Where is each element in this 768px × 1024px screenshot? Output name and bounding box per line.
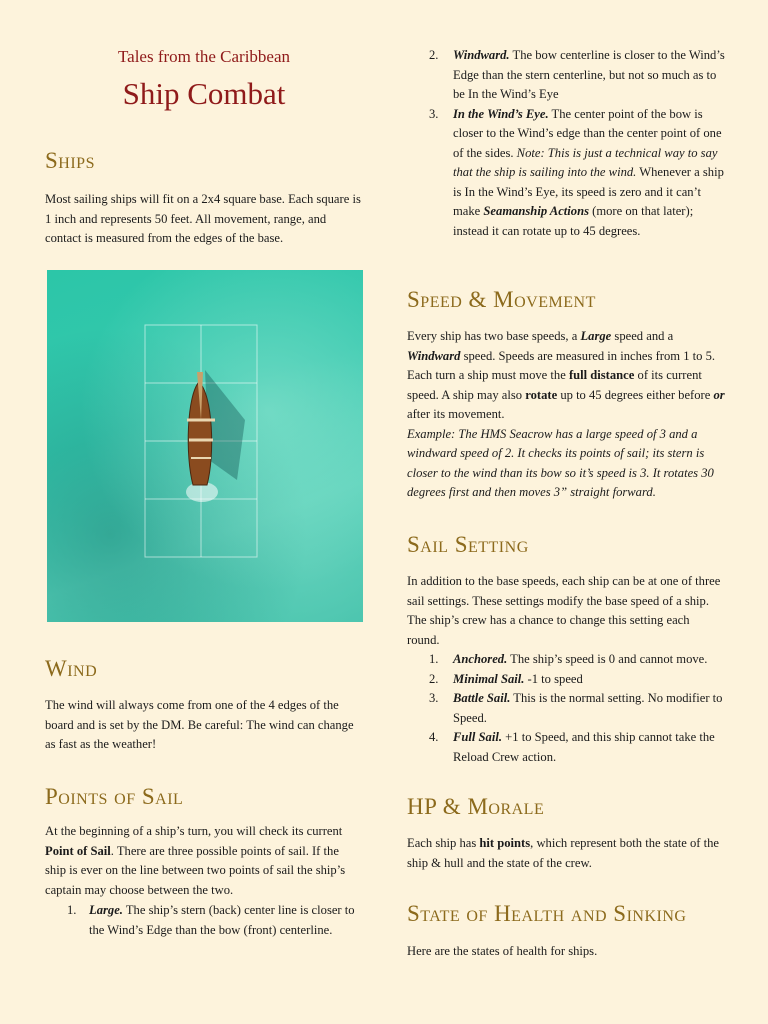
hp-morale-heading: HP & Morale xyxy=(407,794,545,819)
list-item: 4. Full Sail. +1 to Speed, and this ship cannot take the Reload Crew action. xyxy=(429,730,715,764)
sail-setting-list xyxy=(407,650,725,767)
list-item: 1. Large. The ship’s stern (back) center line is closer to the Wind’s Edge than the bow (front) centerline. xyxy=(67,903,355,937)
document-subtitle: Tales from the Caribbean xyxy=(117,47,291,66)
state-of-health-paragraph: Here are the states of health for ships. xyxy=(407,944,598,958)
list-item: 3. In the Wind’s Eye. The center point of the bow is closer to the Wind’s edge than the center point of one of the sides. Note: This is just a technical way to say that the ship is sailing into the wind. Whenever a ship is In the Wind’s Eye, its speed is zero and it can’t make Seamanship Actions (more on that later); instead it can rotate up to 45 degrees. xyxy=(429,106,724,238)
wind-heading: Wind xyxy=(45,656,98,681)
state-of-health-heading: State of Health and Sinking xyxy=(407,901,687,926)
speed-movement-paragraph: Every ship has two base speeds, a Large speed and a Windward speed. Speeds are measured in inches from 1 to 5. Each turn a ship must move the full distance of its current speed. A ship may also rotate up to 45 degrees either before or after its movement. Example: The HMS Seacrow has a large speed of 3 and a windward speed of 2. It checks its points of sail; its stern is closer to the wind than its bow so it’s speed is 3. It rotates 30 degrees first and then moves 3” straight forward. xyxy=(407,329,725,499)
sail-setting-heading: Sail Setting xyxy=(407,532,529,557)
speed-movement-heading: Speed & Movement xyxy=(407,287,596,312)
document-title: Ship Combat xyxy=(122,76,286,111)
speed-example: Example: The HMS Seacrow has a large speed of 3 and a windward speed of 2. It checks its points of sail; its stern is closer to the wind than its bow so it’s speed is 3. It rotates 30 degrees first and then moves 3” straight forward. xyxy=(407,426,714,499)
list-item: 2. Minimal Sail. -1 to speed xyxy=(429,671,583,686)
list-item: 2. Windward. The bow centerline is closer to the Wind’s Edge than the stern centerline, but not so much as to be In the Wind’s Eye xyxy=(429,48,725,101)
points-of-sail-list-right xyxy=(407,46,725,241)
ships-paragraph: Most sailing ships will fit on a 2x4 square base. Each square is 1 inch and represents 50 feet. All movement, range, and contact is measured from the edges of the base. xyxy=(45,192,361,245)
points-of-sail-list-left xyxy=(45,901,363,940)
points-of-sail-heading: Points of Sail xyxy=(45,784,184,809)
points-of-sail-paragraph: At the beginning of a ship’s turn, you will check its current Point of Sail. There are three possible points of sail. If the ship is ever on the line between two points of sail the ship’s captain may choose between the two. xyxy=(45,824,346,897)
hp-morale-paragraph: Each ship has hit points, which represent both the state of the ship & hull and the state of the crew. xyxy=(407,836,720,870)
list-item: 3. Battle Sail. This is the normal setting. No modifier to Speed. xyxy=(429,691,723,725)
ship-on-grid-image xyxy=(47,270,363,622)
list-item: 1. Anchored. The ship’s speed is 0 and cannot move. xyxy=(429,652,708,666)
ship-illustration xyxy=(47,270,363,622)
wind-paragraph: The wind will always come from one of the 4 edges of the board and is set by the DM. Be careful: The wind can change as fast as the weather! xyxy=(45,698,354,751)
ships-heading: Ships xyxy=(45,148,95,173)
sail-setting-paragraph: In addition to the base speeds, each ship can be at one of three sail settings. These settings modify the base speed of a ship. The ship’s crew has a chance to change this setting each round. xyxy=(407,574,721,647)
